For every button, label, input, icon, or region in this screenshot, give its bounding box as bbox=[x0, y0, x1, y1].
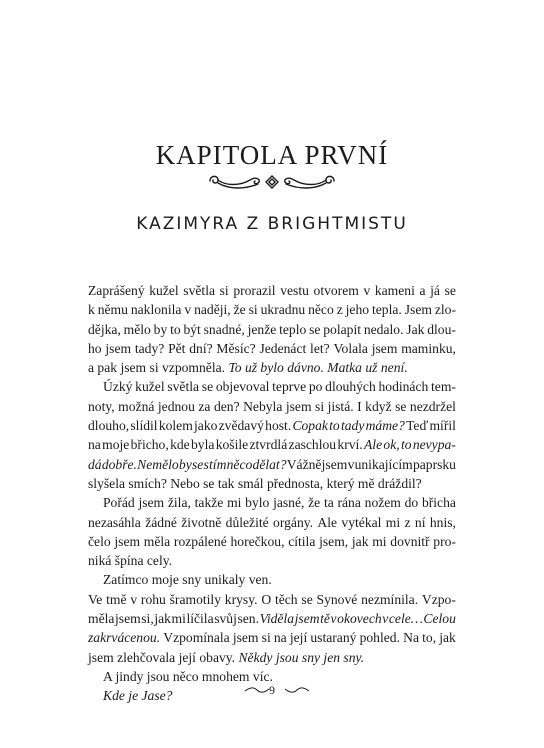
text-line: dějka, mělo by to být snadné, jenže teplo se polapit nedalo. Jak dlou- bbox=[88, 321, 456, 337]
body-text bbox=[88, 281, 456, 706]
text-line: A jindy jsou něco mnohem víc. bbox=[103, 668, 273, 684]
text-line: dlouho, slídil kolem jako zvědavý host. Copak to tady máme? Teď mířil bbox=[88, 418, 456, 434]
text-line: dá dobře. Nemělo by se s tím něco dělat? Vážně jsem v unikajícím paprsku bbox=[88, 456, 456, 472]
text-line: Zatímco moje sny unikaly ven. bbox=[103, 572, 272, 588]
chapter-subtitle: KAZIMYRA Z BRIGHTMISTU bbox=[136, 214, 408, 234]
text-line: Kde je Jase? bbox=[103, 688, 173, 704]
text-line: nezasáhla žádné životně důležité orgány. Ale vytékal mi z ní hnis, bbox=[88, 514, 456, 530]
text-line: Zaprášený kužel světla si prorazil vestu otvorem v kameni a já se bbox=[88, 283, 456, 298]
text-line: niká špína cely. bbox=[88, 553, 173, 569]
text-line: měla jsem si, jak mi líčila svůj sen. Viděla jsem tě v okovech v cele… Celou bbox=[88, 611, 456, 627]
text-line: Ve tmě v rohu šramotily krysy. O těch se Synové nezmínila. Vzpo- bbox=[88, 591, 456, 607]
text-line: noty, možná jednou za den? Nebyla jsem si jistá. I když se nezdržel bbox=[88, 398, 456, 414]
text-line: a pak jsem si vzpomněla. To už bylo dávno. Matka už není. bbox=[88, 360, 408, 376]
page-number: 9 bbox=[269, 683, 275, 697]
right-swash-icon bbox=[284, 686, 310, 694]
text-line: slyšela smích? Nebo se tak smál přednosta, který mě dráždil? bbox=[88, 475, 422, 491]
text-line: Úzký kužel světla se objevoval teprve po dlouhých hodinách tem- bbox=[103, 379, 456, 395]
flourish-divider-icon bbox=[206, 171, 338, 193]
text-line: zakrvácenou. Vzpomínala jsem si na její ustaraný pohled. Na to, jak bbox=[88, 630, 456, 646]
text-line: na moje břicho, kde byla košile ztvrdlá zaschlou krví. Ale ok, to nevypa- bbox=[88, 437, 456, 453]
text-line: k němu naklonila v naději, že si ukradnu něco z jeho tepla. Jsem zlo- bbox=[88, 302, 456, 318]
text-line: jsem zlehčovala její obavy. Někdy jsou sny jen sny. bbox=[88, 649, 365, 665]
chapter-title: KAPITOLA PRVNÍ bbox=[155, 140, 389, 170]
text-line: ho jsem tady? Pět dní? Měsíc? Jedenáct let? Volala jsem maminku, bbox=[88, 340, 456, 356]
text-line: čelo jsem měla rozpálené horečkou, cítila jsem, jak mi dovnitř pro- bbox=[88, 533, 456, 549]
page-footer bbox=[0, 683, 544, 697]
text-line: Pořád jsem žila, takže mi bylo jasné, že ta rána nožem do břicha bbox=[103, 495, 456, 511]
